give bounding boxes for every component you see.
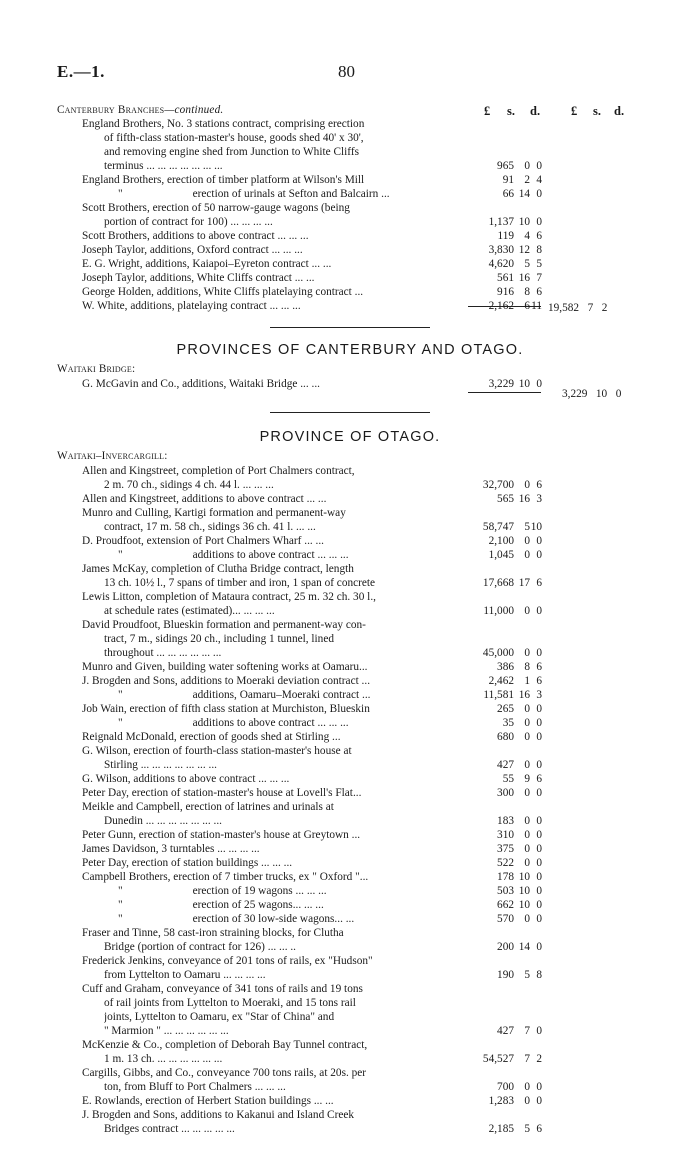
entry-description: George Holden, additions, White Cliffs platelaying contract ... [82, 286, 364, 298]
amount-shillings: 0 [524, 857, 530, 869]
entry-line [0, 1052, 700, 1066]
amount-shillings: 0 [524, 703, 530, 715]
entry-description: and removing engine shed from Junction to White Cliffs [104, 146, 359, 158]
entry-description: Stirling ... ... ... ... ... ... ... [104, 759, 217, 771]
entry-description: Campbell Brothers, erection of 7 timber trucks, ex " Oxford "... [82, 871, 369, 883]
amount-pence: 0 [536, 703, 542, 715]
ditto-mark: " [118, 717, 123, 729]
amount-shillings: 10 [518, 216, 530, 228]
amount-shillings: 14 [518, 941, 530, 953]
ditto-text: erection of 19 wagons ... ... ... [192, 885, 327, 897]
amount-pence: 8 [536, 969, 542, 981]
col-header-pounds-1: £ [484, 104, 491, 118]
amount-pounds: 58,747 [482, 521, 514, 533]
entry-description [118, 884, 468, 898]
amount-pounds: 91 [502, 174, 514, 186]
amount-shillings: 2 [524, 174, 530, 186]
entry-description: 13 ch. 10½ l., 7 spans of timber and iron, 1 span of concrete [104, 577, 376, 589]
amount-shillings: 14 [518, 188, 530, 200]
entry-description: Cargills, Gibbs, and Co., conveyance 700 tons rails, at 20s. per [82, 1067, 367, 1079]
entry-description: J. Brogden and Sons, additions to Kakanui and Island Creek [82, 1109, 355, 1121]
amount-shillings: 9 [524, 773, 530, 785]
amount-shillings: 0 [524, 913, 530, 925]
entry-line [0, 215, 700, 229]
entry-description: Frederick Jenkins, conveyance of 201 tons of rails, ex "Hudson" [82, 955, 373, 967]
entry-line [0, 646, 700, 660]
amount-pounds: 386 [497, 661, 514, 673]
entry-description: Dunedin ... ... ... ... ... ... ... [104, 815, 222, 827]
entry-description: David Proudfoot, Blueskin formation and permanent-way con- [82, 619, 366, 631]
entry-line [0, 982, 700, 996]
amount-pounds: 570 [497, 913, 514, 925]
entry-line [0, 842, 700, 856]
amount-pence: 7 [536, 272, 542, 284]
entry-line [0, 674, 700, 688]
entry-line [0, 898, 700, 912]
amount-pounds: 916 [497, 286, 514, 298]
entry-description: contract, 17 m. 58 ch., sidings 36 ch. 41 l. ... ... [104, 521, 316, 533]
amount-shillings: 0 [524, 1081, 530, 1093]
entry-line [0, 828, 700, 842]
entry-line [0, 1038, 700, 1052]
amount-pence: 6 [536, 577, 542, 589]
amount-pounds: 2,162 [488, 300, 514, 312]
entry-line [0, 257, 700, 271]
amount-pounds: 265 [497, 703, 514, 715]
amount-pounds: 17,668 [482, 577, 514, 589]
ditto-mark: " [118, 689, 123, 701]
amount-shillings: 0 [524, 829, 530, 841]
entry-line [0, 744, 700, 758]
entry-line [0, 996, 700, 1010]
total-pounds: 3,229 [562, 388, 588, 400]
amount-shillings: 0 [524, 160, 530, 172]
amount-pounds: 32,700 [482, 479, 514, 491]
amount-pence: 6 [536, 286, 542, 298]
entry-description: J. Brogden and Sons, additions to Moeraki deviation contract ... [82, 675, 371, 687]
entry-line [0, 912, 700, 926]
amount-shillings: 0 [524, 717, 530, 729]
amount-pence: 0 [536, 815, 542, 827]
amount-pence: 0 [536, 160, 542, 172]
entry-description [118, 716, 468, 730]
entry-description: Joseph Taylor, additions, Oxford contract ... ... ... [82, 244, 303, 256]
ditto-text: erection of 25 wagons... ... ... [192, 899, 324, 911]
amount-shillings: 5 [524, 521, 530, 533]
entry-description: Cuff and Graham, conveyance of 341 tons of rails and 19 tons [82, 983, 363, 995]
entry-description [118, 912, 468, 926]
entry-description: tract, 7 m., sidings 20 ch., including 1 tunnel, lined [104, 633, 334, 645]
amount-pounds: 427 [497, 1025, 514, 1037]
entry-line [0, 814, 700, 828]
amount-pounds: 55 [502, 773, 514, 785]
entry-description: E. Rowlands, erection of Herbert Station buildings ... ... [82, 1095, 334, 1107]
amount-pounds: 11,000 [483, 605, 514, 617]
entry-line [0, 870, 700, 884]
amount-pounds: 310 [497, 829, 514, 841]
entry-description: England Brothers, No. 3 stations contract, comprising erection [82, 118, 365, 130]
entry-description: G. McGavin and Co., additions, Waitaki Bridge ... ... [82, 378, 320, 390]
amount-pounds: 700 [497, 1081, 514, 1093]
amount-pence: 2 [536, 1053, 542, 1065]
section-title-text: Canterbury Branches [57, 104, 165, 116]
amount-shillings: 17 [518, 577, 530, 589]
amount-pence: 0 [536, 1081, 542, 1093]
amount-shillings: 0 [524, 843, 530, 855]
amount-pounds: 965 [497, 160, 514, 172]
amount-pounds: 178 [497, 871, 514, 883]
entry-line [0, 590, 700, 604]
amount-pence: 0 [536, 843, 542, 855]
entry-line [0, 632, 700, 646]
amount-pounds: 662 [497, 899, 514, 911]
amount-shillings: 1 [524, 675, 530, 687]
entry-line [0, 772, 700, 786]
amount-pence: 0 [536, 378, 542, 390]
amount-pounds: 427 [497, 759, 514, 771]
entry-description: Scott Brothers, additions to above contract ... ... ... [82, 230, 309, 242]
total-pence: 0 [615, 388, 622, 400]
entry-description: Meikle and Campbell, erection of latrines and urinals at [82, 801, 334, 813]
entry-description: Fraser and Tinne, 58 cast-iron straining blocks, for Clutha [82, 927, 344, 939]
amount-shillings: 10 [518, 378, 530, 390]
entry-line [0, 1024, 700, 1038]
entry-description: terminus ... ... ... ... ... ... ... [104, 160, 223, 172]
entry-line [0, 786, 700, 800]
document-code: E.—1. [57, 62, 105, 81]
amount-pence: 5 [536, 258, 542, 270]
amount-pounds: 11,581 [483, 689, 514, 701]
amount-pence: 0 [536, 787, 542, 799]
amount-pounds: 3,229 [488, 378, 514, 390]
amount-shillings: 10 [518, 871, 530, 883]
entry-description: Bridges contract ... ... ... ... ... [104, 1123, 235, 1135]
entry-description: Munro and Culling, Kartigi formation and permanent-way [82, 507, 346, 519]
amount-pence: 0 [536, 1025, 542, 1037]
entry-line [0, 285, 700, 299]
amount-pounds: 3,830 [488, 244, 514, 256]
entry-line [0, 884, 700, 898]
entry-line [0, 856, 700, 870]
amount-pounds: 522 [497, 857, 514, 869]
amount-pence: 0 [536, 731, 542, 743]
total-pence: 2 [601, 302, 608, 314]
amount-pounds: 119 [497, 230, 514, 242]
entry-description: Peter Day, erection of station buildings ... ... ... [82, 857, 293, 869]
amount-pence: 6 [536, 675, 542, 687]
entry-line [0, 940, 700, 954]
section-title-waitaki-invercargill: Waitaki–Invercargill: [57, 450, 168, 462]
amount-pence: 6 [536, 479, 542, 491]
amount-pounds: 183 [497, 815, 514, 827]
entry-description: Munro and Given, building water softening works at Oamaru... [82, 661, 368, 673]
entry-line [0, 800, 700, 814]
amount-shillings: 0 [524, 605, 530, 617]
amount-pence: 0 [536, 885, 542, 897]
col-header-pounds-2: £ [571, 104, 578, 118]
amount-shillings: 4 [524, 230, 530, 242]
entry-description [118, 548, 468, 562]
entry-description: " Marmion " ... ... ... ... ... ... [104, 1025, 229, 1037]
entry-line [0, 534, 700, 548]
amount-pounds: 375 [497, 843, 514, 855]
entry-description: at schedule rates (estimated)... ... ... ... [104, 605, 275, 617]
amount-shillings: 7 [524, 1025, 530, 1037]
page-number: 80 [338, 62, 355, 81]
ditto-text: additions, Oamaru–Moeraki contract ... [192, 689, 371, 701]
amount-pounds: 45,000 [482, 647, 514, 659]
entry-description: Allen and Kingstreet, additions to above contract ... ... [82, 493, 327, 505]
entry-line [0, 187, 700, 201]
amount-pounds: 300 [497, 787, 514, 799]
amount-shillings: 5 [524, 1123, 530, 1135]
entry-line [0, 618, 700, 632]
entry-line [0, 492, 700, 506]
amount-pence: 10 [530, 521, 542, 533]
amount-shillings: 0 [524, 815, 530, 827]
entry-line [0, 730, 700, 744]
amount-pounds: 1,137 [488, 216, 514, 228]
entry-line [0, 576, 700, 590]
amount-shillings: 0 [524, 731, 530, 743]
amount-shillings: 0 [524, 479, 530, 491]
entry-description: throughout ... ... ... ... ... ... [104, 647, 222, 659]
entry-description: Reignald McDonald, erection of goods shed at Stirling ... [82, 731, 341, 743]
amount-pence: 3 [536, 493, 542, 505]
ditto-text: erection of 30 low-side wagons... ... [192, 913, 355, 925]
amount-shillings: 8 [524, 286, 530, 298]
entry-description: 2 m. 70 ch., sidings 4 ch. 44 l. ... ... ... [104, 479, 274, 491]
section-title-waitaki-bridge: Waitaki Bridge: [57, 363, 136, 375]
amount-pounds: 35 [502, 717, 514, 729]
amount-pence: 0 [536, 216, 542, 228]
amount-pounds: 2,462 [488, 675, 514, 687]
amount-pence: 6 [536, 230, 542, 242]
amount-pounds: 66 [502, 188, 514, 200]
entry-line [0, 716, 700, 730]
entry-line [0, 131, 700, 145]
entry-description: England Brothers, erection of timber platform at Wilson's Mill [82, 174, 365, 186]
entry-description: Peter Day, erection of station-master's house at Lovell's Flat... [82, 787, 362, 799]
entry-line [0, 688, 700, 702]
amount-pence: 4 [536, 174, 542, 186]
amount-pounds: 503 [497, 885, 514, 897]
amount-shillings: 16 [518, 493, 530, 505]
entry-description: James McKay, completion of Clutha Bridge contract, length [82, 563, 354, 575]
amount-pounds: 680 [497, 731, 514, 743]
amount-shillings: 16 [518, 689, 530, 701]
amount-pence: 6 [536, 661, 542, 673]
entry-line [0, 968, 700, 982]
entry-description: D. Proudfoot, extension of Port Chalmers Wharf ... ... [82, 535, 325, 547]
total-shillings: 10 [595, 388, 608, 400]
entry-description: of fifth-class station-master's house, goods shed 40' x 30', [104, 132, 364, 144]
entry-description: W. White, additions, platelaying contract ... ... ... [82, 300, 301, 312]
amount-pence: 6 [536, 773, 542, 785]
amount-pence: 0 [536, 549, 542, 561]
ditto-mark: " [118, 549, 123, 561]
amount-pounds: 1,283 [488, 1095, 514, 1107]
amount-pounds: 190 [497, 969, 514, 981]
amount-shillings: 6 [524, 300, 530, 312]
amount-shillings: 0 [524, 647, 530, 659]
entry-line [0, 562, 700, 576]
entry-description: portion of contract for 100) ... ... ... ... [104, 216, 273, 228]
ditto-mark: " [118, 188, 123, 200]
entry-line [0, 520, 700, 534]
amount-pounds: 4,620 [488, 258, 514, 270]
amount-pence: 0 [536, 857, 542, 869]
total-shillings: 7 [587, 302, 594, 314]
entry-description: 1 m. 13 ch. ... ... ... ... ... ... [104, 1053, 223, 1065]
amount-pounds: 561 [497, 272, 514, 284]
entry-line [0, 1108, 700, 1122]
amount-pence: 0 [536, 829, 542, 841]
entry-line [0, 926, 700, 940]
amount-pence: 11 [531, 300, 542, 312]
ditto-text: additions to above contract ... ... ... [192, 717, 349, 729]
entry-description: G. Wilson, erection of fourth-class station-master's house at [82, 745, 352, 757]
entry-line [0, 702, 700, 716]
amount-pounds: 565 [497, 493, 514, 505]
amount-shillings: 12 [518, 244, 530, 256]
entry-line [0, 243, 700, 257]
amount-shillings: 8 [524, 661, 530, 673]
province-heading-otago: PROVINCE OF OTAGO. [259, 429, 441, 445]
entry-description: Lewis Litton, completion of Mataura contract, 25 m. 32 ch. 30 l., [82, 591, 376, 603]
entry-line [0, 271, 700, 285]
amount-pence: 8 [536, 244, 542, 256]
entry-line [0, 506, 700, 520]
entry-line [0, 159, 700, 173]
amount-shillings: 0 [524, 759, 530, 771]
entry-line [0, 604, 700, 618]
amount-pounds: 1,045 [488, 549, 514, 561]
entry-description: E. G. Wright, additions, Kaiapoi–Eyreton contract ... ... [82, 258, 332, 270]
ditto-text: erection of urinals at Sefton and Balcairn ... [192, 188, 390, 200]
amount-pounds: 54,527 [482, 1053, 514, 1065]
amount-pounds: 2,100 [488, 535, 514, 547]
total-pounds: 19,582 [548, 302, 580, 314]
amount-pence: 0 [536, 913, 542, 925]
entry-line [0, 548, 700, 562]
amount-shillings: 0 [524, 549, 530, 561]
col-header-shillings-1: s. [507, 104, 515, 118]
amount-shillings: 10 [518, 899, 530, 911]
entry-description: G. Wilson, additions to above contract ... ... ... [82, 773, 290, 785]
entry-description: joints, Lyttelton to Oamaru, ex "Star of China" and [104, 1011, 335, 1023]
entry-description: ton, from Bluff to Port Chalmers ... ... ... [104, 1081, 286, 1093]
amount-pence: 0 [536, 871, 542, 883]
entry-description: Joseph Taylor, additions, White Cliffs contract ... ... [82, 272, 315, 284]
entry-description: from Lyttelton to Oamaru ... ... ... ... [104, 969, 266, 981]
entry-description: Job Wain, erection of fifth class station at Murchiston, Blueskin [82, 703, 370, 715]
col-header-shillings-2: s. [593, 104, 601, 118]
amount-pence: 0 [536, 605, 542, 617]
ditto-text: additions to above contract ... ... ... [192, 549, 349, 561]
entry-description [118, 187, 468, 201]
entry-description: Allen and Kingstreet, completion of Port Chalmers contract, [82, 465, 355, 477]
entry-description [118, 898, 468, 912]
entry-description: Bridge (portion of contract for 126) ... ... .. [104, 941, 296, 953]
entry-line [0, 299, 700, 313]
amount-shillings: 5 [524, 258, 530, 270]
amount-shillings: 16 [518, 272, 530, 284]
amount-shillings: 10 [518, 885, 530, 897]
amount-pence: 0 [536, 759, 542, 771]
entry-description: of rail joints from Lyttelton to Moeraki, and 15 tons rail [104, 997, 356, 1009]
amount-shillings: 5 [524, 969, 530, 981]
ditto-mark: " [118, 913, 123, 925]
entry-line [0, 117, 700, 131]
entry-line [0, 464, 700, 478]
amount-pounds: 200 [497, 941, 514, 953]
amount-pence: 0 [536, 188, 542, 200]
entry-line [0, 1094, 700, 1108]
ditto-mark: " [118, 885, 123, 897]
entry-description: McKenzie & Co., completion of Deborah Bay Tunnel contract, [82, 1039, 368, 1051]
province-heading-canterbury-otago: PROVINCES OF CANTERBURY AND OTAGO. [176, 342, 524, 358]
entry-line [0, 954, 700, 968]
entry-line [0, 201, 700, 215]
amount-shillings: 0 [524, 787, 530, 799]
entry-line [0, 1066, 700, 1080]
amount-pounds: 2,185 [488, 1123, 514, 1135]
entry-line [0, 229, 700, 243]
col-header-pence-1: d. [530, 104, 541, 118]
entry-description: Peter Gunn, erection of station-master's house at Greytown ... [82, 829, 361, 841]
entry-line [0, 1080, 700, 1094]
entry-line [0, 660, 700, 674]
entry-line [0, 1122, 700, 1136]
amount-pence: 6 [536, 1123, 542, 1135]
section-title-suffix: —continued. [164, 104, 224, 116]
entry-description [118, 688, 468, 702]
entry-description: Scott Brothers, erection of 50 narrow-gauge wagons (being [82, 202, 350, 214]
amount-pence: 3 [536, 689, 542, 701]
amount-pence: 0 [536, 647, 542, 659]
entry-line [0, 173, 700, 187]
amount-pence: 0 [536, 899, 542, 911]
entry-line [0, 478, 700, 492]
entry-line [0, 145, 700, 159]
amount-pence: 0 [536, 941, 542, 953]
entry-line [0, 758, 700, 772]
amount-pence: 0 [536, 717, 542, 729]
amount-pence: 0 [536, 535, 542, 547]
amount-shillings: 7 [524, 1053, 530, 1065]
entry-description: James Davidson, 3 turntables ... ... ... ... [82, 843, 260, 855]
ditto-mark: " [118, 899, 123, 911]
amount-pence: 0 [536, 1095, 542, 1107]
entry-line [0, 1010, 700, 1024]
entry-line [0, 377, 700, 391]
col-header-pence-2: d. [614, 104, 625, 118]
amount-shillings: 0 [524, 535, 530, 547]
amount-shillings: 0 [524, 1095, 530, 1107]
